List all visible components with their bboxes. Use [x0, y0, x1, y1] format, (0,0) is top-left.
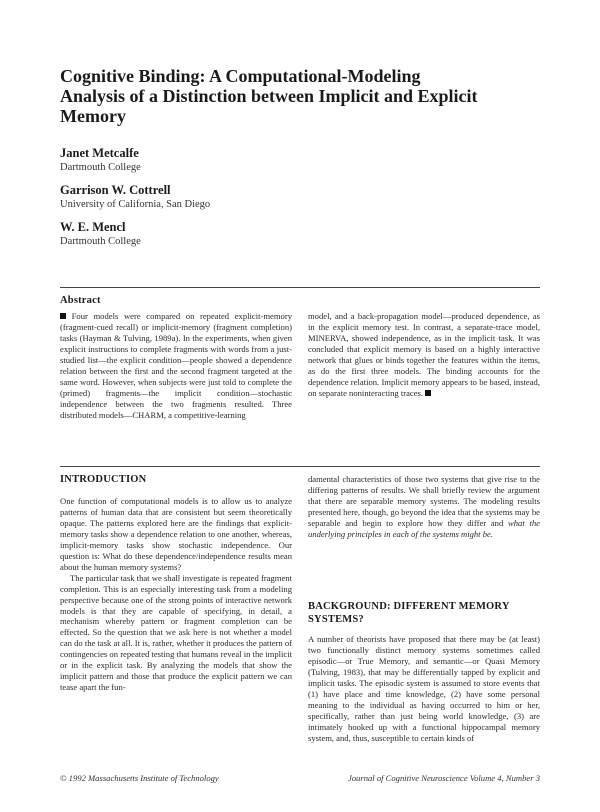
abstract-start-square-icon	[60, 313, 66, 319]
abstract-text-left: Four models were compared on repeated explicit-memory (fragment-cued recall) or implicit-memory (fragment completion) tasks (Hayman & Tulving, 1989a). In the experiments, when given explicit instructions to complete fragments with words from a just-studied list—the explicit condition—people showed a dependence relation between the first and the second fragment targeted at the same word. However, when subjects were just told to complete the (primed) fragments—the implicit condition—stochastic independence between the two fragments resulted. Three distributed models—CHARM, a competitive-learning	[60, 311, 293, 420]
author-name: W. E. Mencl	[60, 220, 126, 234]
abstract-text-right: model, and a back-propagation model—produced dependence, as in the explicit memory test. In contrast, a separate-trace model, MINERVA, showed independence, as in the implicit task. It was concluded that explicit memory is based on a highly interactive network that glues or binds together the features within the items, as do the first three models. The binding accounts for the dependence relation. Implicit memory appears to be based, instead, on separate noninteracting traces.	[308, 311, 540, 398]
abstract-end-square-icon	[425, 390, 431, 396]
background-paragraph: A number of theorists have proposed that there may be (at least) two functionally distinct memory systems sometimes called episodic—or True Memory, and semantic—or Quasi Memory (Tulving, 1983), that may be differentially tapped by explicit and implicit tasks. The episodic system is assumed to store events that (1) have place and time knowledge, (2) have some personal meaning to the individual as having occurred to him or her, specifically, rather than just being world knowledge, (3) are intimately hooked up with a functional hippocampal memory system, and, thus, susceptible to certain kinds of	[308, 634, 540, 743]
intro-paragraph-3-italic: what the underlying principles in each of the systems might be.	[308, 517, 540, 539]
footer-copyright: © 1992 Massachusetts Institute of Technology	[60, 773, 219, 783]
author-block	[60, 220, 360, 249]
introduction-left-column	[60, 496, 292, 693]
background-heading: BACKGROUND: DIFFERENT MEMORY SYSTEMS?	[308, 601, 510, 625]
author-name: Janet Metcalfe	[60, 146, 139, 160]
introduction-heading: INTRODUCTION	[60, 474, 147, 485]
introduction-right-column	[308, 474, 540, 540]
intro-paragraph-3: damental characteristics of those two systems that give rise to the differing patterns of results. We shall briefly review the argument that there are separable memory systems. The modeling results presented here, though, go beyond the idea that the systems may be separable and begin to explore how they differ and	[308, 474, 540, 528]
abstract-top-rule	[60, 287, 540, 288]
author-affiliation: Dartmouth College	[60, 162, 141, 173]
author-block	[60, 183, 360, 212]
intro-paragraph-1: One function of computational models is to allow us to analyze patterns of human data that are consistent but seem theoretically opaque. The patterns explored here are the findings that explicit-memory tasks show a dependence relation to one another, whereas, implicit-memory tasks show stochastic independence. Our question is: What do these dependence/independence results mean about the human memory systems?	[60, 496, 292, 572]
intro-top-rule	[60, 466, 540, 467]
abstract-left-column	[60, 311, 292, 421]
background-column	[308, 634, 540, 744]
paper-title: Cognitive Binding: A Computational-Modeling Analysis of a Distinction between Implicit and Explicit Memory	[60, 66, 478, 126]
author-block	[60, 146, 360, 175]
abstract-right-column	[308, 311, 540, 399]
intro-paragraph-2: The particular task that we shall investigate is repeated fragment completion. This is an especially interesting task from a modeling perspective because one of the strong points of interactive network models is that they are capable of specifying, in detail, a mechanism whereby pattern or fragment completion can be effected. So the question that we ask here is not whether a model can do the task at all. It is, rather, whether it produces the pattern of contingencies on repeated testing that humans reveal in the implicit or in the explicit task. By analyzing the models that show the implicit pattern and those that produce the explicit pattern we can tease apart the fun-	[60, 572, 292, 693]
footer-journal: Journal of Cognitive Neuroscience Volume 4, Number 3	[347, 773, 540, 783]
author-affiliation: University of California, San Diego	[60, 199, 211, 210]
author-name: Garrison W. Cottrell	[60, 183, 171, 197]
author-affiliation: Dartmouth College	[60, 236, 141, 247]
abstract-heading: Abstract	[60, 295, 101, 306]
